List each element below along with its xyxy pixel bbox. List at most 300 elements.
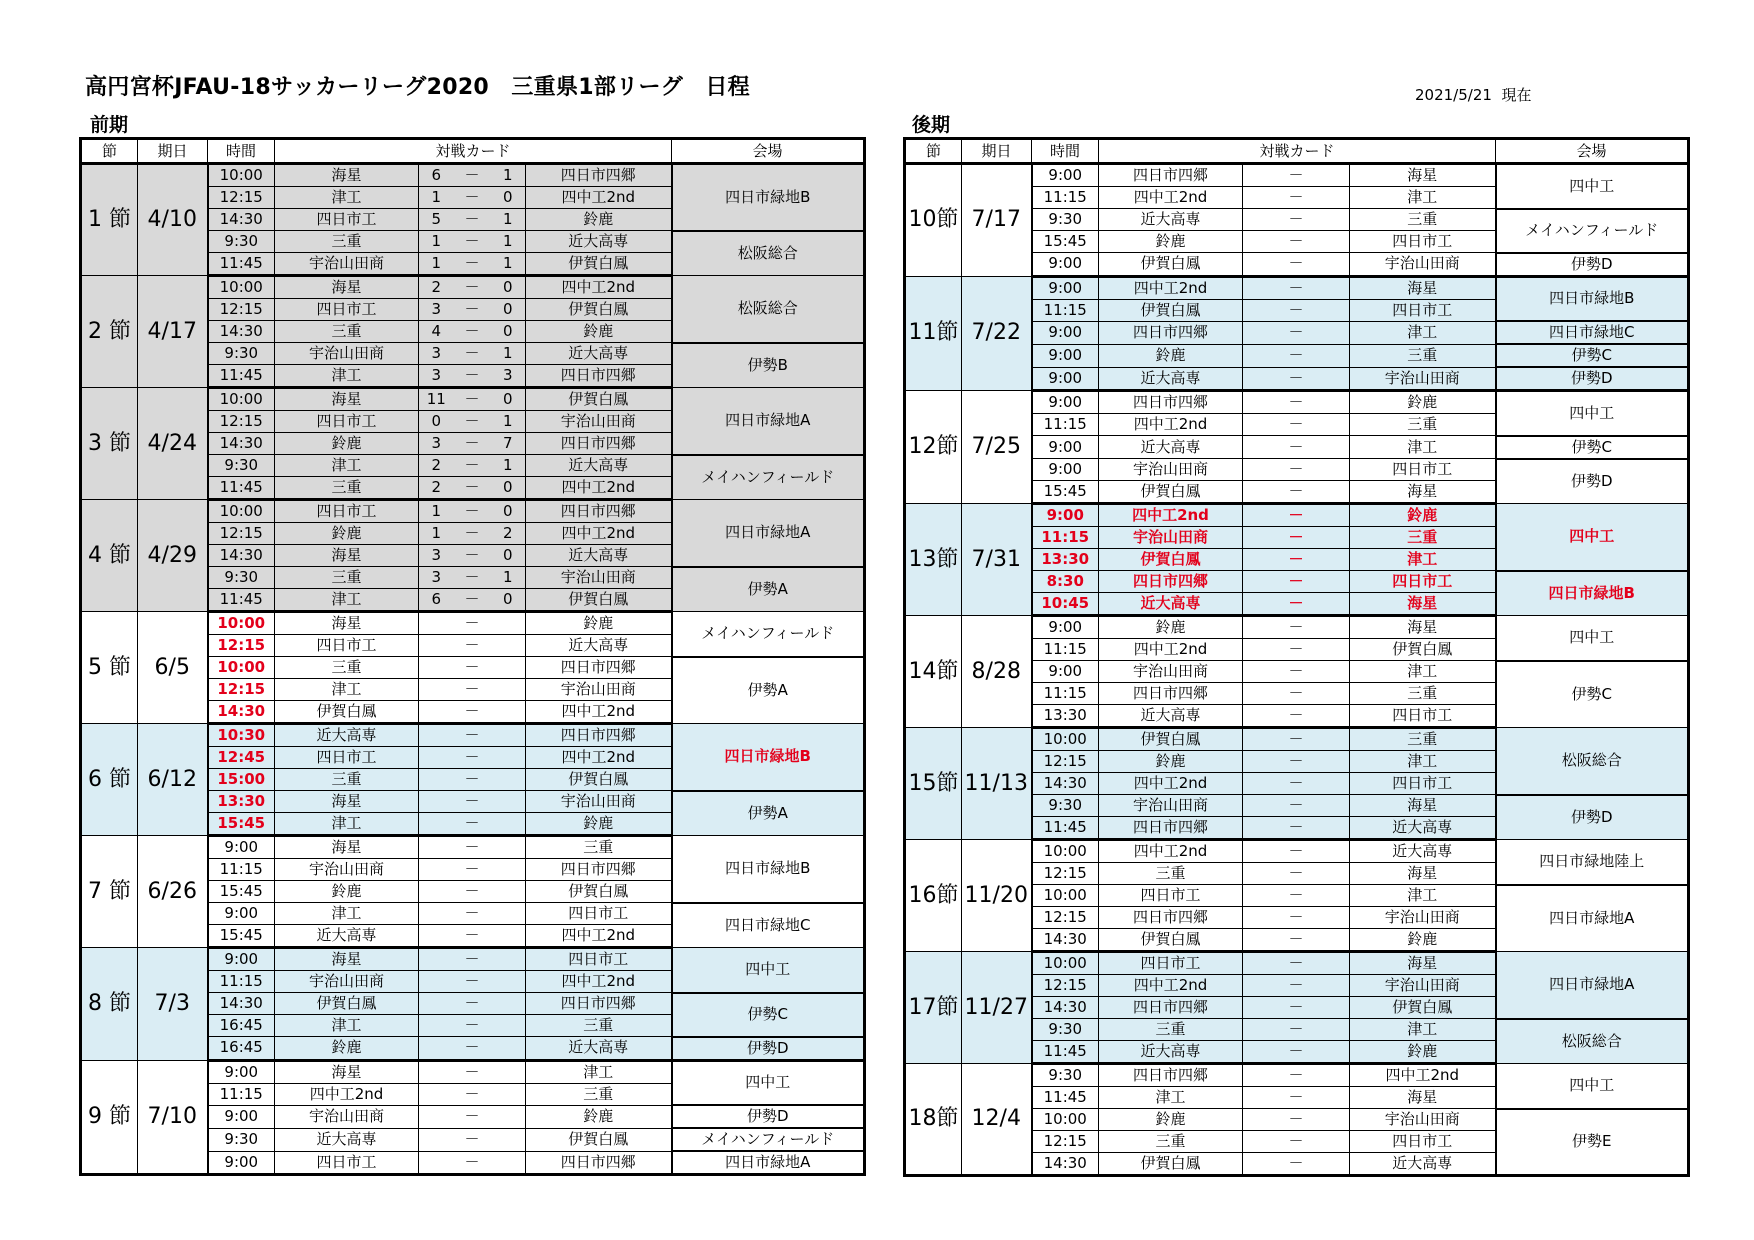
home-team: 伊賀白鳳: [1099, 549, 1243, 571]
away-team: 近大高専: [1350, 817, 1496, 840]
round-date: 4/17: [138, 276, 208, 388]
home-score: 11: [419, 388, 454, 411]
home-team: 鈴鹿: [275, 881, 419, 903]
home-score: [1243, 795, 1278, 817]
away-team: 四中工2nd: [526, 925, 672, 948]
kickoff-time: 10:00: [208, 276, 275, 299]
score-dash: －: [1278, 164, 1315, 187]
venue-name: 伊勢C: [1496, 436, 1689, 459]
score-dash: －: [1278, 321, 1315, 344]
score-dash: －: [1278, 705, 1315, 728]
kickoff-time: 9:00: [1032, 344, 1099, 367]
round-date: 7/17: [962, 164, 1032, 277]
venue-name: 伊勢C: [1496, 661, 1689, 728]
away-score: [491, 971, 526, 993]
home-score: 1: [419, 500, 454, 523]
score-dash: －: [1278, 616, 1315, 639]
away-score: [1315, 751, 1350, 773]
kickoff-time: 15:45: [208, 925, 275, 948]
home-team: 四日市工: [275, 411, 419, 433]
home-score: [1243, 571, 1278, 593]
home-score: 1: [419, 523, 454, 545]
home-score: [1243, 1087, 1278, 1109]
home-score: [1243, 253, 1278, 277]
home-score: [1243, 840, 1278, 863]
away-team: 四日市四郷: [526, 164, 672, 187]
away-score: 0: [491, 321, 526, 343]
kickoff-time: 14:30: [1032, 997, 1099, 1019]
kickoff-time: 11:45: [1032, 817, 1099, 840]
away-team: 四日市工: [1350, 459, 1496, 481]
home-score: [1243, 705, 1278, 728]
home-team: 三重: [1099, 863, 1243, 885]
home-team: 三重: [275, 321, 419, 343]
away-team: 四日市工: [1350, 299, 1496, 321]
match-row: [81, 724, 865, 747]
away-score: [1315, 1064, 1350, 1087]
kickoff-time: 12:15: [208, 299, 275, 321]
away-score: 1: [491, 231, 526, 253]
home-score: [419, 1037, 454, 1061]
round-number: 7 節: [81, 836, 138, 948]
away-team: 三重: [1350, 414, 1496, 436]
kickoff-time: 9:00: [1032, 164, 1099, 187]
away-score: [491, 1083, 526, 1105]
kickoff-time: 9:00: [208, 903, 275, 925]
venue-name: 伊勢D: [672, 1105, 865, 1128]
away-team: 鈴鹿: [1350, 1041, 1496, 1064]
score-dash: －: [454, 589, 491, 612]
home-score: 6: [419, 589, 454, 612]
kickoff-time: 11:15: [208, 1083, 275, 1105]
second-half-schedule-table: [903, 137, 1690, 1177]
round-date: 7/25: [962, 391, 1032, 504]
home-score: [1243, 436, 1278, 459]
away-score: [491, 635, 526, 657]
venue-name: 四日市緑地C: [1496, 321, 1689, 344]
away-score: [1315, 1109, 1350, 1131]
kickoff-time: 9:30: [208, 455, 275, 477]
score-dash: －: [1278, 863, 1315, 885]
score-dash: －: [1278, 549, 1315, 571]
away-team: 四中工2nd: [1350, 1064, 1496, 1087]
away-team: 宇治山田商: [1350, 1109, 1496, 1131]
away-team: 津工: [1350, 436, 1496, 459]
away-score: [491, 1151, 526, 1175]
away-score: [1315, 840, 1350, 863]
home-score: 1: [419, 253, 454, 276]
home-score: 4: [419, 321, 454, 343]
away-team: 四日市工: [1350, 571, 1496, 593]
score-dash: －: [1278, 593, 1315, 616]
home-team: 三重: [1099, 1019, 1243, 1041]
kickoff-time: 10:00: [1032, 952, 1099, 975]
home-team: 宇治山田商: [275, 971, 419, 993]
away-team: 四日市工: [1350, 773, 1496, 795]
home-team: 伊賀白鳳: [1099, 299, 1243, 321]
away-score: [1315, 481, 1350, 504]
away-score: 0: [491, 388, 526, 411]
home-team: 四日市工: [275, 747, 419, 769]
home-score: [1243, 391, 1278, 414]
home-team: 近大高専: [1099, 436, 1243, 459]
home-score: [419, 1060, 454, 1083]
home-team: 近大高専: [1099, 705, 1243, 728]
kickoff-time: 9:00: [1032, 661, 1099, 683]
score-dash: －: [454, 881, 491, 903]
kickoff-time: 10:00: [208, 500, 275, 523]
home-team: 近大高専: [1099, 367, 1243, 391]
away-score: [491, 679, 526, 701]
venue-name: 四中工: [1496, 504, 1689, 571]
match-row: [905, 391, 1689, 414]
home-score: [1243, 1109, 1278, 1131]
home-team: 近大高専: [275, 1128, 419, 1151]
away-team: 津工: [1350, 1019, 1496, 1041]
home-score: [1243, 504, 1278, 527]
kickoff-time: 15:45: [1032, 481, 1099, 504]
away-score: [491, 1015, 526, 1037]
home-team: 四中工2nd: [275, 1083, 419, 1105]
home-team: 四日市工: [275, 500, 419, 523]
home-score: [419, 836, 454, 859]
away-score: 1: [491, 455, 526, 477]
home-score: [1243, 459, 1278, 481]
home-team: 宇治山田商: [1099, 527, 1243, 549]
score-dash: －: [454, 209, 491, 231]
home-score: [1243, 817, 1278, 840]
home-team: 四中工2nd: [1099, 773, 1243, 795]
kickoff-time: 11:15: [1032, 299, 1099, 321]
kickoff-time: 9:00: [208, 836, 275, 859]
kickoff-time: 11:15: [208, 971, 275, 993]
home-team: 四日市工: [275, 1151, 419, 1175]
home-team: 津工: [275, 589, 419, 612]
away-score: [1315, 459, 1350, 481]
home-score: [1243, 683, 1278, 705]
kickoff-time: 9:30: [1032, 1064, 1099, 1087]
match-row: [905, 504, 1689, 527]
home-score: [419, 747, 454, 769]
home-team: 海星: [275, 948, 419, 971]
match-row: [81, 836, 865, 859]
header-card: 対戦カード: [275, 139, 672, 164]
score-dash: －: [1278, 840, 1315, 863]
home-team: 伊賀白鳳: [275, 993, 419, 1015]
away-score: [491, 993, 526, 1015]
home-score: [1243, 975, 1278, 997]
kickoff-time: 14:30: [208, 993, 275, 1015]
kickoff-time: 14:30: [1032, 1153, 1099, 1176]
score-dash: －: [454, 859, 491, 881]
header-venue: 会場: [1496, 139, 1689, 164]
kickoff-time: 9:00: [208, 1151, 275, 1175]
home-team: 宇治山田商: [1099, 459, 1243, 481]
kickoff-time: 11:15: [1032, 639, 1099, 661]
match-row: [81, 948, 865, 971]
away-team: 海星: [1350, 1087, 1496, 1109]
away-score: [491, 836, 526, 859]
home-score: [419, 813, 454, 836]
score-dash: －: [1278, 571, 1315, 593]
home-team: 海星: [275, 836, 419, 859]
kickoff-time: 9:00: [208, 948, 275, 971]
away-score: [1315, 299, 1350, 321]
kickoff-time: 12:15: [1032, 751, 1099, 773]
venue-name: メイハンフィールド: [672, 612, 865, 657]
away-team: 海星: [1350, 616, 1496, 639]
score-dash: －: [454, 1105, 491, 1128]
score-dash: －: [1278, 1131, 1315, 1153]
kickoff-time: 12:15: [1032, 1131, 1099, 1153]
venue-name: 松阪総合: [672, 231, 865, 276]
venue-name: 伊勢D: [1496, 253, 1689, 277]
home-score: [1243, 907, 1278, 929]
score-dash: －: [1278, 639, 1315, 661]
first-half-schedule-table: [79, 137, 866, 1176]
away-score: [1315, 705, 1350, 728]
score-dash: －: [1278, 276, 1315, 299]
away-team: 四日市四郷: [526, 724, 672, 747]
score-dash: －: [454, 747, 491, 769]
away-score: [1315, 817, 1350, 840]
round-number: 15節: [905, 728, 962, 840]
away-score: [1315, 639, 1350, 661]
away-team: 近大高専: [526, 545, 672, 567]
header-setsu: 節: [81, 139, 138, 164]
round-date: 7/22: [962, 276, 1032, 391]
round-date: 6/5: [138, 612, 208, 724]
kickoff-time: 9:30: [1032, 209, 1099, 231]
kickoff-time: 12:45: [208, 747, 275, 769]
home-score: 3: [419, 299, 454, 321]
home-score: 6: [419, 164, 454, 187]
kickoff-time: 10:00: [208, 657, 275, 679]
venue-name: 四日市緑地B: [672, 836, 865, 903]
venue-name: 伊勢C: [672, 993, 865, 1037]
venue-name: 伊勢A: [672, 791, 865, 836]
home-team: 近大高専: [1099, 209, 1243, 231]
away-team: 鈴鹿: [1350, 391, 1496, 414]
kickoff-time: 11:45: [208, 477, 275, 500]
home-team: 海星: [275, 164, 419, 187]
kickoff-time: 9:30: [208, 231, 275, 253]
home-score: [419, 948, 454, 971]
away-score: [491, 724, 526, 747]
score-dash: －: [454, 925, 491, 948]
away-team: 宇治山田商: [526, 791, 672, 813]
away-team: 鈴鹿: [526, 612, 672, 635]
away-score: 1: [491, 411, 526, 433]
score-dash: －: [454, 635, 491, 657]
round-number: 2 節: [81, 276, 138, 388]
header-date: 期日: [138, 139, 208, 164]
kickoff-time: 15:00: [208, 769, 275, 791]
page-title: 高円宮杯JFAU-18サッカーリーグ2020 三重県1部リーグ 日程: [85, 75, 750, 100]
home-score: [419, 791, 454, 813]
match-row: [905, 840, 1689, 863]
away-score: [1315, 253, 1350, 277]
home-team: 四中工2nd: [1099, 414, 1243, 436]
home-team: 鈴鹿: [275, 1037, 419, 1061]
home-score: [419, 1128, 454, 1151]
away-score: [1315, 863, 1350, 885]
score-dash: －: [454, 971, 491, 993]
kickoff-time: 9:00: [1032, 391, 1099, 414]
away-team: 宇治山田商: [526, 567, 672, 589]
home-score: [1243, 344, 1278, 367]
home-score: [1243, 885, 1278, 907]
kickoff-time: 10:00: [1032, 840, 1099, 863]
away-score: 1: [491, 209, 526, 231]
score-dash: －: [454, 231, 491, 253]
home-score: [1243, 1041, 1278, 1064]
home-team: 四日市工: [275, 635, 419, 657]
match-row: [905, 952, 1689, 975]
home-score: 2: [419, 276, 454, 299]
venue-name: 四日市緑地A: [672, 1151, 865, 1175]
round-number: 11節: [905, 276, 962, 391]
kickoff-time: 9:00: [208, 1060, 275, 1083]
away-score: [1315, 885, 1350, 907]
home-team: 四日市四郷: [1099, 683, 1243, 705]
kickoff-time: 11:45: [208, 589, 275, 612]
kickoff-time: 10:00: [208, 388, 275, 411]
score-dash: －: [454, 388, 491, 411]
away-score: [1315, 1019, 1350, 1041]
kickoff-time: 9:00: [1032, 436, 1099, 459]
away-team: 四日市四郷: [526, 433, 672, 455]
home-team: 宇治山田商: [275, 253, 419, 276]
score-dash: －: [1278, 367, 1315, 391]
match-row: [81, 164, 865, 187]
score-dash: －: [1278, 773, 1315, 795]
round-number: 18節: [905, 1064, 962, 1176]
score-dash: －: [1278, 459, 1315, 481]
kickoff-time: 14:30: [208, 701, 275, 724]
header-card: 対戦カード: [1099, 139, 1496, 164]
home-score: [1243, 481, 1278, 504]
score-dash: －: [1278, 1064, 1315, 1087]
away-team: 海星: [1350, 276, 1496, 299]
venue-name: 伊勢D: [1496, 459, 1689, 504]
score-dash: －: [454, 321, 491, 343]
away-team: 海星: [1350, 593, 1496, 616]
score-dash: －: [1278, 1109, 1315, 1131]
home-score: [419, 971, 454, 993]
home-team: 鈴鹿: [1099, 1109, 1243, 1131]
venue-name: 四中工: [1496, 391, 1689, 436]
score-dash: －: [1278, 1041, 1315, 1064]
score-dash: －: [454, 343, 491, 365]
away-team: 近大高専: [1350, 1153, 1496, 1176]
home-team: 三重: [275, 657, 419, 679]
home-score: [1243, 299, 1278, 321]
away-score: [491, 1105, 526, 1128]
away-score: 0: [491, 299, 526, 321]
away-team: 鈴鹿: [526, 321, 672, 343]
round-date: 11/27: [962, 952, 1032, 1064]
home-team: 四日市四郷: [1099, 907, 1243, 929]
match-row: [81, 500, 865, 523]
home-team: 四日市四郷: [1099, 321, 1243, 344]
match-row: [905, 728, 1689, 751]
away-team: 津工: [1350, 549, 1496, 571]
home-team: 四日市工: [275, 299, 419, 321]
away-team: 近大高専: [526, 455, 672, 477]
kickoff-time: 14:30: [208, 433, 275, 455]
away-team: 津工: [1350, 187, 1496, 209]
home-score: [1243, 527, 1278, 549]
kickoff-time: 12:15: [1032, 907, 1099, 929]
score-dash: －: [454, 545, 491, 567]
home-team: 四中工2nd: [1099, 504, 1243, 527]
away-team: 四中工2nd: [526, 747, 672, 769]
home-score: [1243, 1153, 1278, 1176]
away-score: [491, 1128, 526, 1151]
away-team: 四日市四郷: [526, 859, 672, 881]
away-score: [1315, 367, 1350, 391]
kickoff-time: 12:15: [208, 679, 275, 701]
home-team: 四日市四郷: [1099, 571, 1243, 593]
away-score: [1315, 997, 1350, 1019]
kickoff-time: 15:45: [208, 813, 275, 836]
away-team: 四日市工: [1350, 231, 1496, 253]
away-team: 津工: [526, 1060, 672, 1083]
home-score: [1243, 773, 1278, 795]
venue-name: 四日市緑地陸上: [1496, 840, 1689, 885]
round-number: 9 節: [81, 1060, 138, 1175]
round-date: 6/26: [138, 836, 208, 948]
score-dash: －: [454, 1151, 491, 1175]
score-dash: －: [454, 701, 491, 724]
away-team: 宇治山田商: [526, 679, 672, 701]
home-team: 四日市四郷: [1099, 164, 1243, 187]
away-team: 近大高専: [526, 343, 672, 365]
score-dash: －: [454, 1037, 491, 1061]
away-team: 宇治山田商: [526, 411, 672, 433]
second-half-label: 後期: [912, 114, 951, 136]
score-dash: －: [1278, 907, 1315, 929]
away-score: [491, 769, 526, 791]
round-number: 14節: [905, 616, 962, 728]
venue-name: 伊勢A: [672, 657, 865, 724]
score-dash: －: [454, 365, 491, 388]
home-team: 海星: [275, 791, 419, 813]
away-team: 伊賀白鳳: [526, 253, 672, 276]
kickoff-time: 10:00: [1032, 728, 1099, 751]
kickoff-time: 14:30: [1032, 773, 1099, 795]
away-team: 四日市工: [1350, 1131, 1496, 1153]
away-team: 四日市工: [1350, 705, 1496, 728]
home-team: 津工: [275, 455, 419, 477]
kickoff-time: 9:00: [1032, 253, 1099, 277]
home-score: [1243, 639, 1278, 661]
kickoff-time: 13:30: [1032, 549, 1099, 571]
away-score: 1: [491, 343, 526, 365]
away-score: 0: [491, 500, 526, 523]
kickoff-time: 10:00: [208, 164, 275, 187]
kickoff-time: 9:30: [208, 343, 275, 365]
score-dash: －: [1278, 751, 1315, 773]
home-score: [1243, 1064, 1278, 1087]
score-dash: －: [1278, 885, 1315, 907]
score-dash: －: [454, 500, 491, 523]
away-team: 伊賀白鳳: [526, 388, 672, 411]
home-score: [419, 993, 454, 1015]
kickoff-time: 15:45: [1032, 231, 1099, 253]
round-number: 8 節: [81, 948, 138, 1061]
